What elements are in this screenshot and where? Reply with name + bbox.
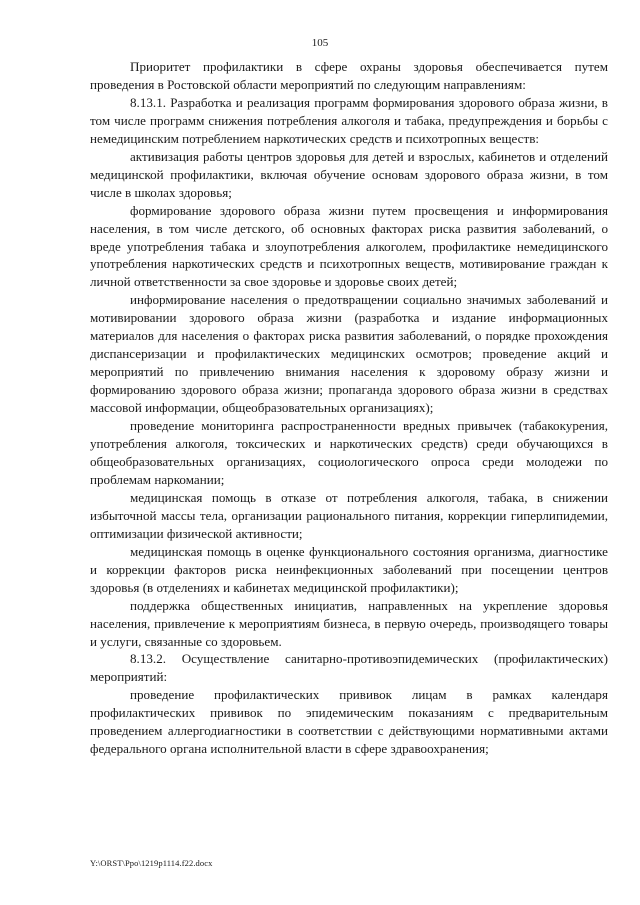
paragraph-section-8-13-1: 8.13.1. Разработка и реализация программ формирования здорового образа жизни, в том числе программ снижения потребления алкоголя и табака, предупреждения и борьбы с немедицинским потреблением наркотических средств и психотропных веществ: bbox=[90, 94, 608, 146]
paragraph-vaccinations: проведение профилактических прививок лицам в рамках календаря профилактических прививок по эпидемическим показаниям с предварительным проведением аллергодиагностики в соответствии с действующими нормативными актами федерального органа исполнительной власти в сфере здравоохранения; bbox=[90, 687, 608, 757]
paragraph-health-centers: активизация работы центров здоровья для детей и взрослых, кабинетов и отделений медицинской профилактики, включая обучение основам здорового образа жизни, в том числе в школах здоровья; bbox=[90, 148, 608, 200]
paragraph-public-initiatives: поддержка общественных инициатив, направленных на укрепление здоровья населения, привлечение к мероприятиям бизнеса, в первую очередь, производящего товары и услуги, связанные со здоровьем. bbox=[90, 597, 608, 649]
paragraph-healthy-lifestyle: формирование здорового образа жизни путем просвещения и информирования населения, в том числе детского, об основных факторах риска развития заболеваний, о вреде употребления табака и злоупотребления алкоголем, профилактике немедицинского употребления наркотических средств и психотропных веществ, мотивирование граждан к личной ответственности за свое здоровье и здоровье своих детей; bbox=[90, 202, 608, 290]
paragraph-functional-assessment: медицинская помощь в оценке функционального состояния организма, диагностике и коррекции факторов риска неинфекционных заболеваний при посещении центров здоровья (в отделениях и кабинетах медицинской профилактики); bbox=[90, 543, 608, 595]
page-number: 105 bbox=[311, 37, 329, 49]
paragraph-section-8-13-2: 8.13.2. Осуществление санитарно-противоэпидемических (профилактических) мероприятий: bbox=[90, 651, 608, 685]
body-text bbox=[90, 58, 608, 758]
paragraph-monitoring-habits: проведение мониторинга распространенности вредных привычек (табакокурения, употребления алкоголя, токсических и наркотических средств) среди обучающихся в общеобразовательных организациях, социологического опроса среди молодежи по проблемам наркомании; bbox=[90, 418, 608, 487]
footer-file-path: Y:\ORST\Ppo\1219p1114.f22.docx bbox=[90, 858, 213, 868]
paragraph-informing-population: информирование населения о предотвращении социально значимых заболеваний и мотивировании здорового образа жизни (разработка и издание информационных материалов для населения о факторах риска развития заболеваний, о порядке прохождения диспансеризации и профилактических медицинских осмотров; проведение акций и мероприятий по привлечению внимания населения к здоровому образу жизни и формированию здорового образа жизни; пропаганда здорового образа жизни в средствах массовой информации, общеобразовательных организациях); bbox=[90, 292, 608, 416]
paragraph-quitting-help: медицинская помощь в отказе от потребления алкоголя, табака, в снижении избыточной массы тела, организации рационального питания, коррекции гиперлипидемии, оптимизации физической активности; bbox=[90, 489, 608, 541]
paragraph-priority-intro: Приоритет профилактики в сфере охраны здоровья обеспечивается путем проведения в Ростовской области мероприятий по следующим направлениям: bbox=[90, 59, 608, 92]
